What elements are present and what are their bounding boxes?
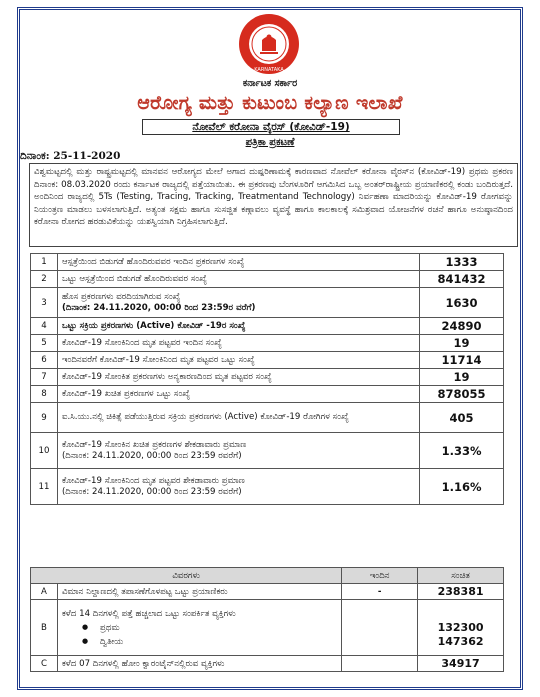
covid-stats-table bbox=[30, 253, 504, 505]
row-number: 6 bbox=[31, 352, 58, 369]
contact-secondary-label: ● ದ್ವಿತೀಯ bbox=[62, 637, 337, 647]
col-header-details: ವಿವರಗಳು bbox=[31, 568, 342, 584]
table-row bbox=[31, 318, 504, 335]
row-letter: A bbox=[31, 584, 58, 600]
col-header-cumulative: ಸಂಚಿತ bbox=[418, 568, 504, 584]
row-number: 9 bbox=[31, 403, 58, 433]
row-label bbox=[57, 433, 419, 469]
logo-text: KARNATAKA bbox=[254, 67, 284, 73]
row-label: ಇಂದಿನವರೆಗೆ ಕೋವಿಡ್-19 ಸೋಂಕಿನಿಂದ ಮೃತ ಪಟ್ಟವರ ಒಟ್ಟು ಸಂಖ್ಯೆ bbox=[57, 352, 419, 369]
row-cumulative-value: 238381 bbox=[418, 584, 504, 600]
row-today-value bbox=[342, 656, 418, 672]
row-cumulative-value bbox=[418, 600, 504, 656]
contact-secondary-value: 147362 bbox=[437, 634, 484, 648]
row-label: ವಿಮಾನ ನಿಲ್ದಾಣದಲ್ಲಿ ತಪಾಸಣೆಗೊಳಪಟ್ಟ ಒಟ್ಟು ಪ್ರಯಾಣಿಕರು bbox=[57, 584, 341, 600]
row-label: ಒಟ್ಟು ಸಕ್ರಿಯ ಪ್ರಕರಣಗಳು (Active) ಕೋವಿಡ್ -19ರ ಸಂಖ್ಯೆ bbox=[57, 318, 419, 335]
release-date: ದಿನಾಂಕ: 25-11-2020 bbox=[20, 150, 121, 162]
row-value: 1630 bbox=[420, 288, 504, 318]
table-row bbox=[31, 288, 504, 318]
row-label: ಕೋವಿಡ್-19 ಸೋಂಕಿನಿಂದ ಮೃತ ಪಟ್ಟವರ ಇಂದಿನ ಸಂಖ್ಯೆ bbox=[57, 335, 419, 352]
row-label bbox=[57, 600, 341, 656]
row-label: ಕೋವಿಡ್-19 ಸೋಂಕಿತ ಪ್ರಕರಣಗಳು ಅನ್ಯಕಾರಣದಿಂದ ಮೃತ ಪಟ್ಟವರ ಸಂಖ್ಯೆ bbox=[57, 369, 419, 386]
contact-primary-value: 132300 bbox=[437, 620, 484, 634]
surveillance-table bbox=[30, 567, 504, 672]
row-number: 7 bbox=[31, 369, 58, 386]
row-number: 8 bbox=[31, 386, 58, 403]
contact-primary-label: ● ಪ್ರಥಮ bbox=[62, 623, 337, 633]
department-title: ಆರೋಗ್ಯ ಮತ್ತು ಕುಟುಂಬ ಕಲ್ಯಾಣ ಇಲಾಖೆ bbox=[137, 92, 403, 114]
table-row bbox=[31, 386, 504, 403]
row-number: 10 bbox=[31, 433, 58, 469]
table-row bbox=[31, 600, 504, 656]
table-row bbox=[31, 433, 504, 469]
row-value: 405 bbox=[420, 403, 504, 433]
table-row bbox=[31, 352, 504, 369]
row-label-main: ಕೋವಿಡ್-19 ಸೋಂಕಿನಿಂದ ಮೃತ ಪಟ್ಟವರ ಶೇಕಡಾವಾರು ಪ್ರಮಾಣ bbox=[61, 475, 245, 486]
row-cumulative-value: 34917 bbox=[418, 656, 504, 672]
table-row bbox=[31, 369, 504, 386]
row-label-main: ಕೋವಿಡ್-19 ಸೋಂಕಿನ ಖಚಿತ ಪ್ರಕರಣಗಳ ಶೇಕಡಾವಾರು ಪ್ರಮಾಣ bbox=[61, 439, 247, 450]
intro-paragraph: ವಿಶ್ವಮಟ್ಟದಲ್ಲಿ ಮತ್ತು ರಾಷ್ಟ್ರಮಟ್ಟದಲ್ಲಿ ಮಾನವನ ಆರೋಗ್ಯದ ಮೇಲೆ ಅಗಾದ ದುಷ್ಪರಿಣಾಮಕ್ಕೆ ಕಾರಣವಾದ ನೋವೆಲ್ ಕರೋನಾ ವೈರಸ್‌ನ (ಕೋವಿಡ್-19) ಪ್ರಥಮ ಪ್ರಕರಣ ದಿನಾಂಕ: 08.03.2020 ರಂದು ಕರ್ನಾಟಕ ರಾಜ್ಯದಲ್ಲಿ ಪತ್ತೆಯಾಯಿತು. ಈ ಪ್ರಕರಣವು ಬೆಂಗಳೂರಿಗೆ ಆಗಮಿಸಿದ ಒಬ್ಬ ಅಂತರ್‌ರಾಷ್ಟ್ರೀಯ ಪ್ರಯಾಣಿಕರಲ್ಲಿ ಕಂಡು ಬಂದಿರುತ್ತದೆ. ಅಂದಿನಿಂದ ರಾಜ್ಯದಲ್ಲಿ 5Ts (Testing, Tracing, Tracking, Treatmentand Technology) ನಿರ್ವಹಣಾ ಮಾದರಿಯನ್ನು ಕೋವಿಡ್-19 ರೋಗವನ್ನು ನಿಯಂತ್ರಣ ಮಾಡಲು ಬಳಸಲಾಗುತ್ತಿದೆ. ಅತ್ಯಂತ ಸಕ್ಷಮ ಹಾಗೂ ಸುಸಜ್ಜಿತ ಕಣ್ಗಾವಲು ವ್ಯವಸ್ಥೆ ಹಾಗೂ ಕಾಲಕಾಲಕ್ಕೆ ಸಮಿಶ್ರವಾದ ಯೋಜನೆಗಳ ರಚನೆ ಹಾಗೂ ಅನುಷ್ಠಾನದಿಂದ ಕರೋನಾ ರೋಗದ ಹರಡುವಿಕೆಯನ್ನು ಯಶಸ್ವಿಯಾಗಿ ನಿಗ್ರಹಿಸಲಾಗುತ್ತಿದೆ. bbox=[29, 163, 518, 247]
row-number: 2 bbox=[31, 271, 58, 288]
table-header-row bbox=[31, 568, 504, 584]
row-value: 878055 bbox=[420, 386, 504, 403]
col-header-today: ಇಂದಿನ bbox=[342, 568, 418, 584]
row-value: 1333 bbox=[420, 254, 504, 271]
row-value: 19 bbox=[420, 369, 504, 386]
row-label: ಒಟ್ಟು ಆಸ್ಪತ್ರೆಯಿಂದ ಬಿಡುಗಡೆ ಹೊಂದಿರುವವರ ಸಂಖ್ಯೆ bbox=[57, 271, 419, 288]
row-number: 5 bbox=[31, 335, 58, 352]
row-value: 24890 bbox=[420, 318, 504, 335]
row-number: 4 bbox=[31, 318, 58, 335]
row-label-main: ಕಳೆದ 14 ದಿನಗಳಲ್ಲಿ ಪತ್ತೆ ಹಚ್ಚಲಾದ ಒಟ್ಟು ಸಂಪರ್ಕಿತ ವ್ಯಕ್ತಿಗಳು bbox=[61, 608, 236, 619]
subject-heading: ನೋವೆಲ್ ಕರೋನಾ ವೈರಸ್ (ಕೋವಿಡ್-19) bbox=[142, 119, 400, 135]
government-name: ಕರ್ನಾಟಕ ಸರ್ಕಾರ bbox=[242, 78, 298, 89]
row-value: 1.16% bbox=[420, 469, 504, 505]
table-row bbox=[31, 656, 504, 672]
row-number: 3 bbox=[31, 288, 58, 318]
press-release-label: ಪತ್ರಿಕಾ ಪ್ರಕಟಣೆ bbox=[245, 137, 295, 148]
row-value: 1.33% bbox=[420, 433, 504, 469]
row-value: 11714 bbox=[420, 352, 504, 369]
row-label-date-range: (ದಿನಾಂಕ: 24.11.2020, 00:00 ರಿಂದ 23:59 ರವರೆಗೆ) bbox=[61, 486, 242, 497]
table-row bbox=[31, 403, 504, 433]
table-row bbox=[31, 254, 504, 271]
row-label-main: ಹೊಸ ಪ್ರಕರಣಗಳು ವರದಿಯಾಗಿರುವ ಸಂಖ್ಯೆ bbox=[61, 291, 181, 302]
row-label: ಕಳೆದ 07 ದಿನಗಳಲ್ಲಿ ಹೋಂ ಕ್ವಾರಂಟೈನ್‌ನಲ್ಲಿರುವ ವ್ಯಕ್ತಿಗಳು bbox=[57, 656, 341, 672]
row-label-date-range: (ದಿನಾಂಕ: 24.11.2020, 00:00 ರಿಂದ 23:59ರ ವರೆಗೆ) bbox=[61, 302, 256, 313]
table-row bbox=[31, 469, 504, 505]
row-number: 1 bbox=[31, 254, 58, 271]
table-row bbox=[31, 271, 504, 288]
row-label bbox=[57, 288, 419, 318]
row-label: ಕೋವಿಡ್-19 ಖಚಿತ ಪ್ರಕರಣಗಳ ಒಟ್ಟು ಸಂಖ್ಯೆ bbox=[57, 386, 419, 403]
table-row bbox=[31, 335, 504, 352]
row-letter: B bbox=[31, 600, 58, 656]
row-today-value: - bbox=[342, 584, 418, 600]
row-today-value bbox=[342, 600, 418, 656]
row-label: ಐ.ಸಿ.ಯು.ನಲ್ಲಿ ಚಿಕಿತ್ಸೆ ಪಡೆಯುತ್ತಿರುವ ಸಕ್ರಿಯ ಪ್ರಕರಣಗಳು (Active) ಕೋವಿಡ್-19 ರೋಗಿಗಳ ಸಂಖ್ಯೆ bbox=[57, 403, 419, 433]
row-value: 841432 bbox=[420, 271, 504, 288]
row-label: ಆಸ್ಪತ್ರೆಯಿಂದ ಬಿಡುಗಡೆ ಹೊಂದಿರುವವರ ಇಂದಿನ ಪ್ರಕರಣಗಳ ಸಂಖ್ಯೆ bbox=[57, 254, 419, 271]
government-seal-logo bbox=[238, 13, 300, 75]
row-number: 11 bbox=[31, 469, 58, 505]
row-letter: C bbox=[31, 656, 58, 672]
row-label bbox=[57, 469, 419, 505]
row-value: 19 bbox=[420, 335, 504, 352]
row-label-date-range: (ದಿನಾಂಕ: 24.11.2020, 00:00 ರಿಂದ 23:59 ರವರೆಗೆ) bbox=[61, 450, 242, 461]
table-row bbox=[31, 584, 504, 600]
